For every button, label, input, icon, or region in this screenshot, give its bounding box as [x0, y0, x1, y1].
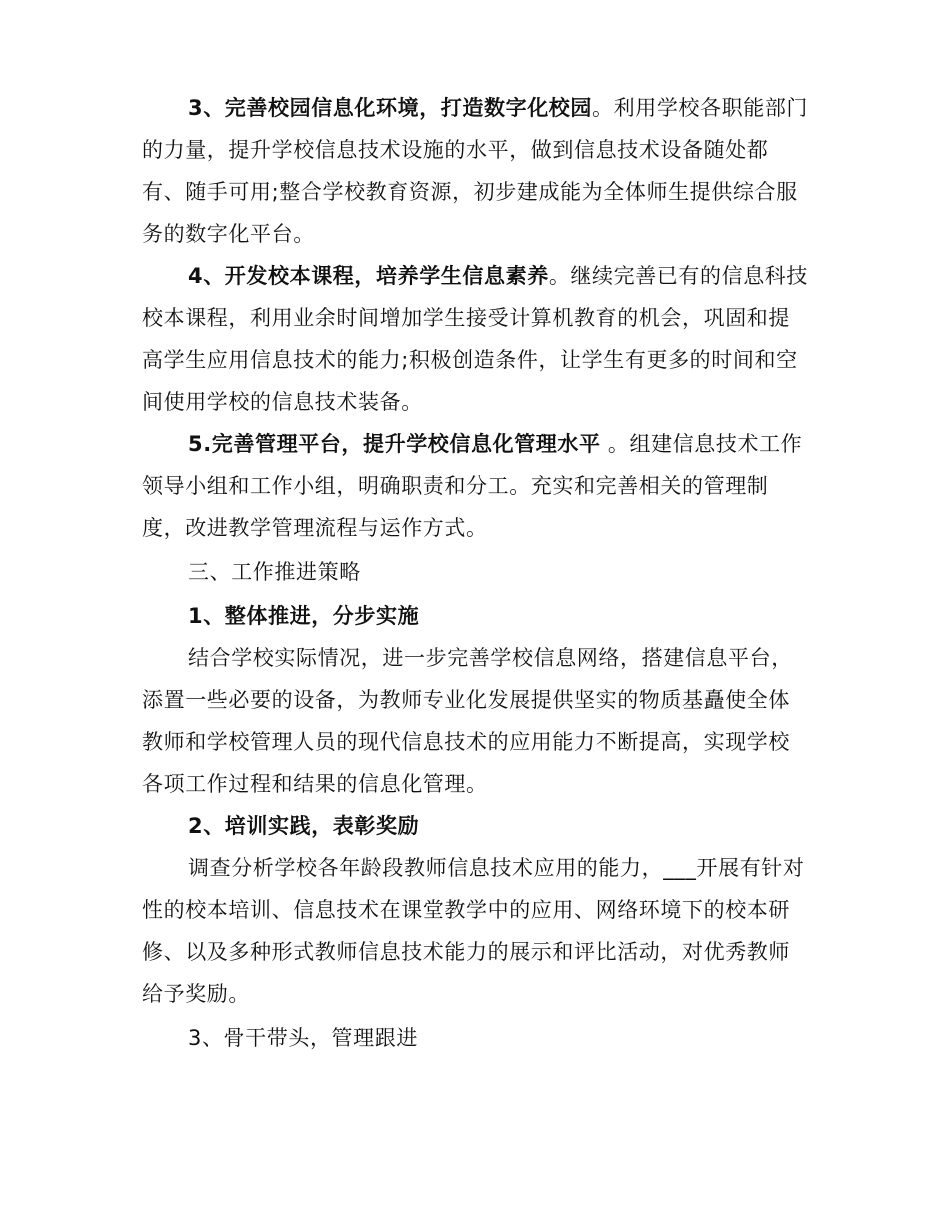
line-text: 。继续完善已有的信息科技 [548, 264, 809, 288]
text-line: 有、随手可用;整合学校教育资源，初步建成能为全体师生提供综合服 [142, 180, 798, 204]
subsection-heading: 1、整体推进，分步实施 [188, 604, 420, 628]
line-text: 。组建信息技术工作 [600, 432, 803, 456]
text-line: 添置一些必要的设备，为教师专业化发展提供坚实的物质基矗使全体 [142, 688, 790, 712]
text-line [188, 429, 802, 459]
text-line: 性的校本培训、信息技术在课堂教学中的应用、网络环境下的校本研 [142, 898, 790, 922]
text-line: 间使用学校的信息技术装备。 [142, 390, 423, 414]
text-line: 领导小组和工作小组，明确职责和分工。充实和完善相关的管理制 [142, 474, 769, 498]
text-line: 修、以及多种形式教师信息技术能力的展示和评比活动，对优秀教师 [142, 940, 790, 964]
text-line: 教师和学校管理人员的现代信息技术的应用能力不断提高，实现学校 [142, 730, 790, 754]
text-line: 的力量，提升学校信息技术设施的水平，做到信息技术设备随处都 [142, 138, 769, 162]
text-line: 高学生应用信息技术的能力;积极创造条件，让学生有更多的时间和空 [142, 348, 798, 372]
text-line: 校本课程，利用业余时间增加学生接受计算机教育的机会，巩固和提 [142, 306, 790, 330]
subsection-heading: 2、培训实践，表彰奖励 [188, 814, 420, 838]
bold-heading: 5.完善管理平台，提升学校信息化管理水平 [188, 432, 601, 456]
text-line [188, 261, 808, 291]
text-line: 各项工作过程和结果的信息化管理。 [142, 772, 488, 796]
text-line: 务的数字化平台。 [142, 222, 315, 246]
text-line: 度，改进教学管理流程与运作方式。 [142, 516, 488, 540]
line-text: 。利用学校各职能部门 [592, 96, 809, 120]
bold-heading: 4、开发校本课程，培养学生信息素养 [188, 264, 549, 288]
text-line: 给予奖励。 [142, 982, 250, 1006]
text-line: 调查分析学校各年龄段教师信息技术应用的能力，___开展有针对 [188, 856, 805, 880]
text-line: 结合学校实际情况，进一步完善学校信息网络，搭建信息平台， [188, 646, 793, 670]
subsection-heading: 3、骨干带头，管理跟进 [188, 1026, 418, 1050]
section-heading: 三、工作推进策略 [188, 560, 361, 584]
text-line [188, 93, 808, 123]
bold-heading: 3、完善校园信息化环境，打造数字化校园 [188, 96, 593, 120]
